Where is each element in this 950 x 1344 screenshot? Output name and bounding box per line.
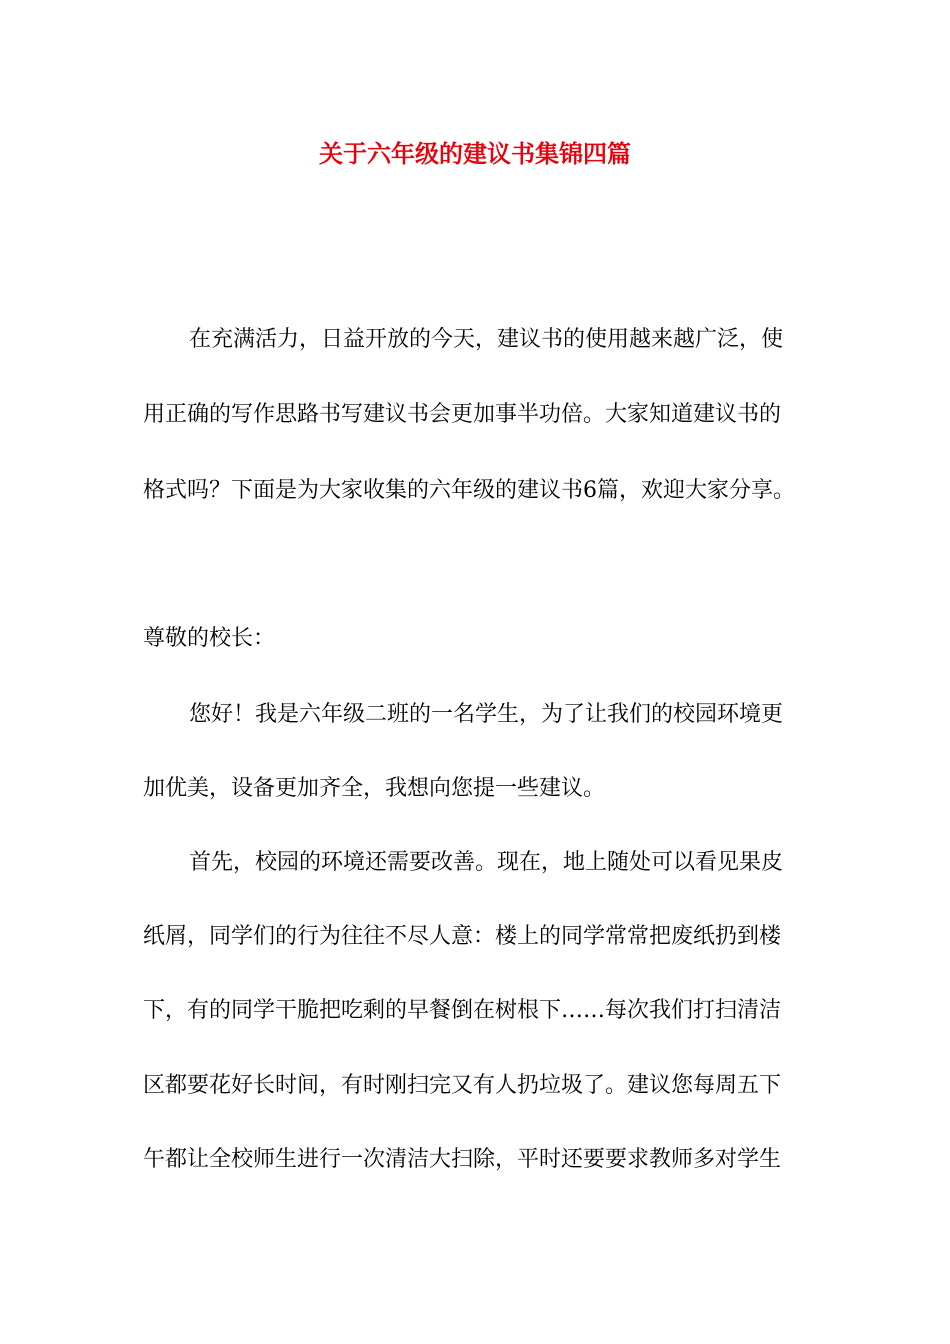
paragraph-first-line-4: 区都要花好长时间，有时刚扫完又有人扔垃圾了。建议您每周五下 — [143, 1073, 782, 1098]
paragraph-first-line-3: 下，有的同学干脆把吃剩的早餐倒在树根下……每次我们打扫清洁 — [143, 998, 782, 1023]
salutation: 尊敬的校长： — [143, 626, 276, 651]
paragraph-first-line-1: 首先，校园的环境还需要改善。现在，地上随处可以看见果皮 — [189, 850, 784, 875]
paragraph-intro-line-2: 用正确的写作思路书写建议书会更加事半功倍。大家知道建议书的 — [143, 402, 782, 427]
document-title: 关于六年级的建议书集锦四篇 — [319, 139, 631, 168]
paragraph-intro-line-1: 在充满活力，日益开放的今天，建议书的使用越来越广泛，使 — [189, 327, 784, 352]
paragraph-intro-line-3: 格式吗？下面是为大家收集的六年级的建议书6篇，欢迎大家分享。 — [143, 478, 795, 503]
paragraph-greeting-line-2: 加优美，设备更加齐全，我想向您提一些建议。 — [143, 776, 606, 801]
paragraph-greeting-line-1: 您好！我是六年级二班的一名学生，为了让我们的校园环境更 — [189, 702, 784, 727]
paragraph-first-line-5: 午都让全校师生进行一次清洁大扫除，平时还要要求教师多对学生 — [143, 1147, 782, 1172]
paragraph-first-line-2: 纸屑，同学们的行为往往不尽人意：楼上的同学常常把废纸扔到楼 — [143, 924, 782, 949]
